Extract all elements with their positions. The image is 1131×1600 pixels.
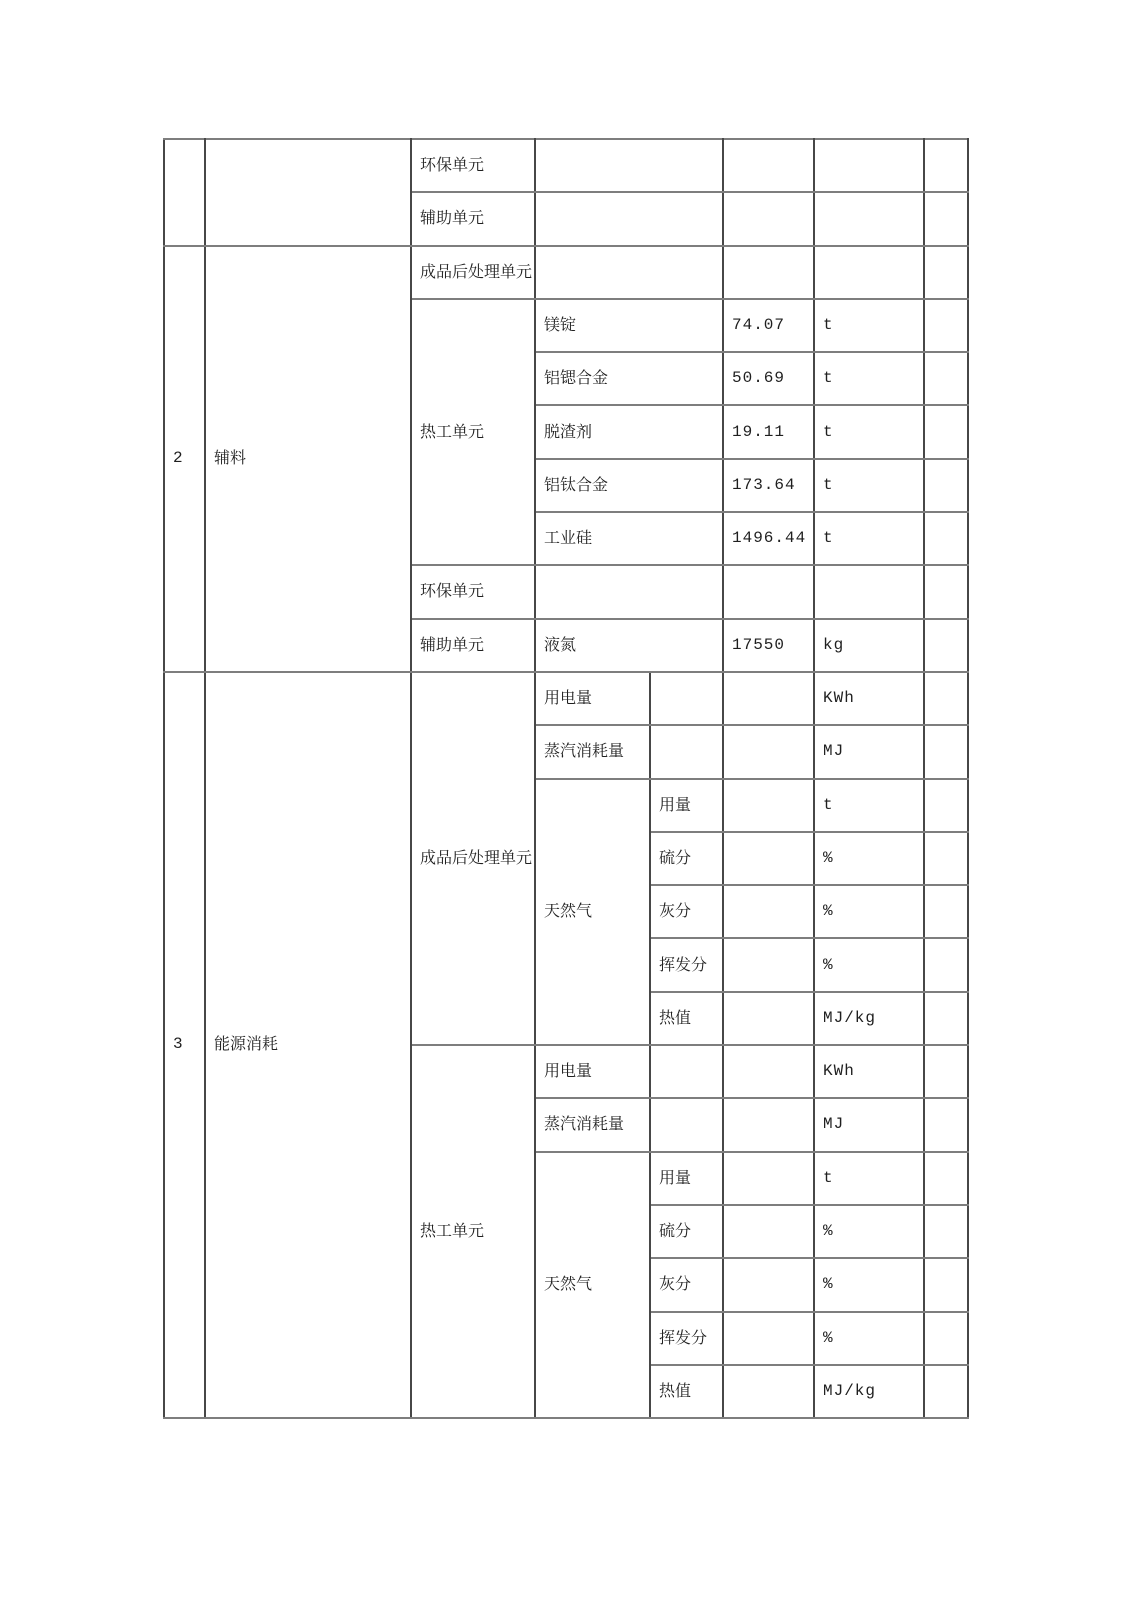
cell-trailing-empty	[924, 992, 968, 1045]
cell-value: 50.69	[723, 352, 814, 405]
cell-trailing-empty	[924, 1098, 968, 1151]
cell-sub-item: 挥发分	[650, 1312, 723, 1365]
cell-item: 铝锶合金	[535, 352, 723, 405]
cell-unit-label: t	[814, 1152, 924, 1205]
cell-trailing-empty	[924, 565, 968, 618]
cell-value	[723, 1045, 814, 1098]
cell-unit-label: kg	[814, 619, 924, 672]
cell-trailing-empty	[924, 352, 968, 405]
cell-item: 工业硅	[535, 512, 723, 565]
cell-item: 用电量	[535, 1045, 650, 1098]
cell-sub-item: 灰分	[650, 885, 723, 938]
cell-value	[723, 832, 814, 885]
cell-unit-group: 热工单元	[411, 299, 535, 565]
cell-sub-item: 挥发分	[650, 938, 723, 991]
cell-trailing-empty	[924, 1045, 968, 1098]
cell-category	[205, 139, 411, 246]
cell-sub-item	[650, 1098, 723, 1151]
cell-trailing-empty	[924, 779, 968, 832]
cell-trailing-empty	[924, 672, 968, 725]
cell-value	[723, 1312, 814, 1365]
cell-unit-label: %	[814, 832, 924, 885]
cell-value	[723, 1258, 814, 1311]
cell-unit-group: 热工单元	[411, 1045, 535, 1418]
cell-sub-item: 用量	[650, 779, 723, 832]
cell-unit-label: %	[814, 885, 924, 938]
cell-trailing-empty	[924, 832, 968, 885]
cell-unit-group: 环保单元	[411, 565, 535, 618]
cell-item: 用电量	[535, 672, 650, 725]
cell-sub-item: 用量	[650, 1152, 723, 1205]
cell-sub-item	[650, 1045, 723, 1098]
cell-value	[723, 192, 814, 245]
cell-unit-label: t	[814, 512, 924, 565]
cell-unit-label: MJ/kg	[814, 1365, 924, 1418]
cell-trailing-empty	[924, 938, 968, 991]
cell-row-no	[164, 139, 205, 246]
cell-sub-item: 硫分	[650, 1205, 723, 1258]
cell-value	[723, 992, 814, 1045]
cell-trailing-empty	[924, 246, 968, 299]
cell-value	[723, 139, 814, 192]
cell-unit-label: MJ/kg	[814, 992, 924, 1045]
cell-item	[535, 565, 723, 618]
cell-unit-label: %	[814, 1312, 924, 1365]
cell-unit-label: %	[814, 1205, 924, 1258]
cell-value: 17550	[723, 619, 814, 672]
cell-value	[723, 246, 814, 299]
cell-value	[723, 1098, 814, 1151]
cell-row-no: 3	[164, 672, 205, 1418]
cell-sub-item: 热值	[650, 992, 723, 1045]
cell-trailing-empty	[924, 1258, 968, 1311]
cell-item	[535, 192, 723, 245]
cell-value	[723, 1205, 814, 1258]
cell-sub-item: 硫分	[650, 832, 723, 885]
cell-unit-label	[814, 565, 924, 618]
cell-value	[723, 725, 814, 778]
cell-trailing-empty	[924, 619, 968, 672]
cell-value	[723, 885, 814, 938]
cell-trailing-empty	[924, 459, 968, 512]
cell-value	[723, 1365, 814, 1418]
cell-trailing-empty	[924, 1152, 968, 1205]
cell-unit-label: t	[814, 352, 924, 405]
cell-item: 脱渣剂	[535, 405, 723, 458]
cell-value	[723, 938, 814, 991]
cell-category: 能源消耗	[205, 672, 411, 1418]
cell-unit-label: MJ	[814, 1098, 924, 1151]
cell-trailing-empty	[924, 1312, 968, 1365]
cell-row-no: 2	[164, 246, 205, 672]
cell-unit-label: t	[814, 299, 924, 352]
cell-value: 1496.44	[723, 512, 814, 565]
cell-unit-label: KWh	[814, 672, 924, 725]
cell-unit-group: 成品后处理单元	[411, 246, 535, 299]
cell-unit-label: %	[814, 1258, 924, 1311]
cell-trailing-empty	[924, 192, 968, 245]
cell-sub-item	[650, 672, 723, 725]
cell-item: 蒸汽消耗量	[535, 725, 650, 778]
cell-trailing-empty	[924, 405, 968, 458]
cell-unit-label: %	[814, 938, 924, 991]
cell-unit-label: t	[814, 405, 924, 458]
cell-unit-group: 成品后处理单元	[411, 672, 535, 1045]
cell-unit-label: t	[814, 779, 924, 832]
cell-item: 液氮	[535, 619, 723, 672]
cell-item: 天然气	[535, 1152, 650, 1418]
cell-trailing-empty	[924, 1365, 968, 1418]
cell-item: 铝钛合金	[535, 459, 723, 512]
cell-sub-item: 灰分	[650, 1258, 723, 1311]
cell-category: 辅料	[205, 246, 411, 672]
cell-value: 19.11	[723, 405, 814, 458]
cell-value	[723, 779, 814, 832]
cell-item	[535, 139, 723, 192]
cell-item	[535, 246, 723, 299]
cell-item: 镁锭	[535, 299, 723, 352]
cell-item: 蒸汽消耗量	[535, 1098, 650, 1151]
cell-unit-label: t	[814, 459, 924, 512]
cell-trailing-empty	[924, 1205, 968, 1258]
cell-item: 天然气	[535, 779, 650, 1045]
cell-trailing-empty	[924, 885, 968, 938]
cell-value	[723, 672, 814, 725]
table-row	[164, 672, 968, 725]
cell-trailing-empty	[924, 299, 968, 352]
cell-unit-label: KWh	[814, 1045, 924, 1098]
cell-sub-item	[650, 725, 723, 778]
table-row	[164, 246, 968, 299]
cell-value: 74.07	[723, 299, 814, 352]
cell-unit-group: 环保单元	[411, 139, 535, 192]
cell-value	[723, 565, 814, 618]
cell-unit-label	[814, 246, 924, 299]
cell-trailing-empty	[924, 725, 968, 778]
cell-value: 173.64	[723, 459, 814, 512]
cell-unit-label	[814, 139, 924, 192]
cell-unit-group: 辅助单元	[411, 619, 535, 672]
data-table	[163, 138, 969, 1419]
cell-unit-label	[814, 192, 924, 245]
table-row	[164, 139, 968, 192]
cell-unit-group: 辅助单元	[411, 192, 535, 245]
cell-unit-label: MJ	[814, 725, 924, 778]
cell-trailing-empty	[924, 139, 968, 192]
cell-sub-item: 热值	[650, 1365, 723, 1418]
cell-value	[723, 1152, 814, 1205]
cell-trailing-empty	[924, 512, 968, 565]
